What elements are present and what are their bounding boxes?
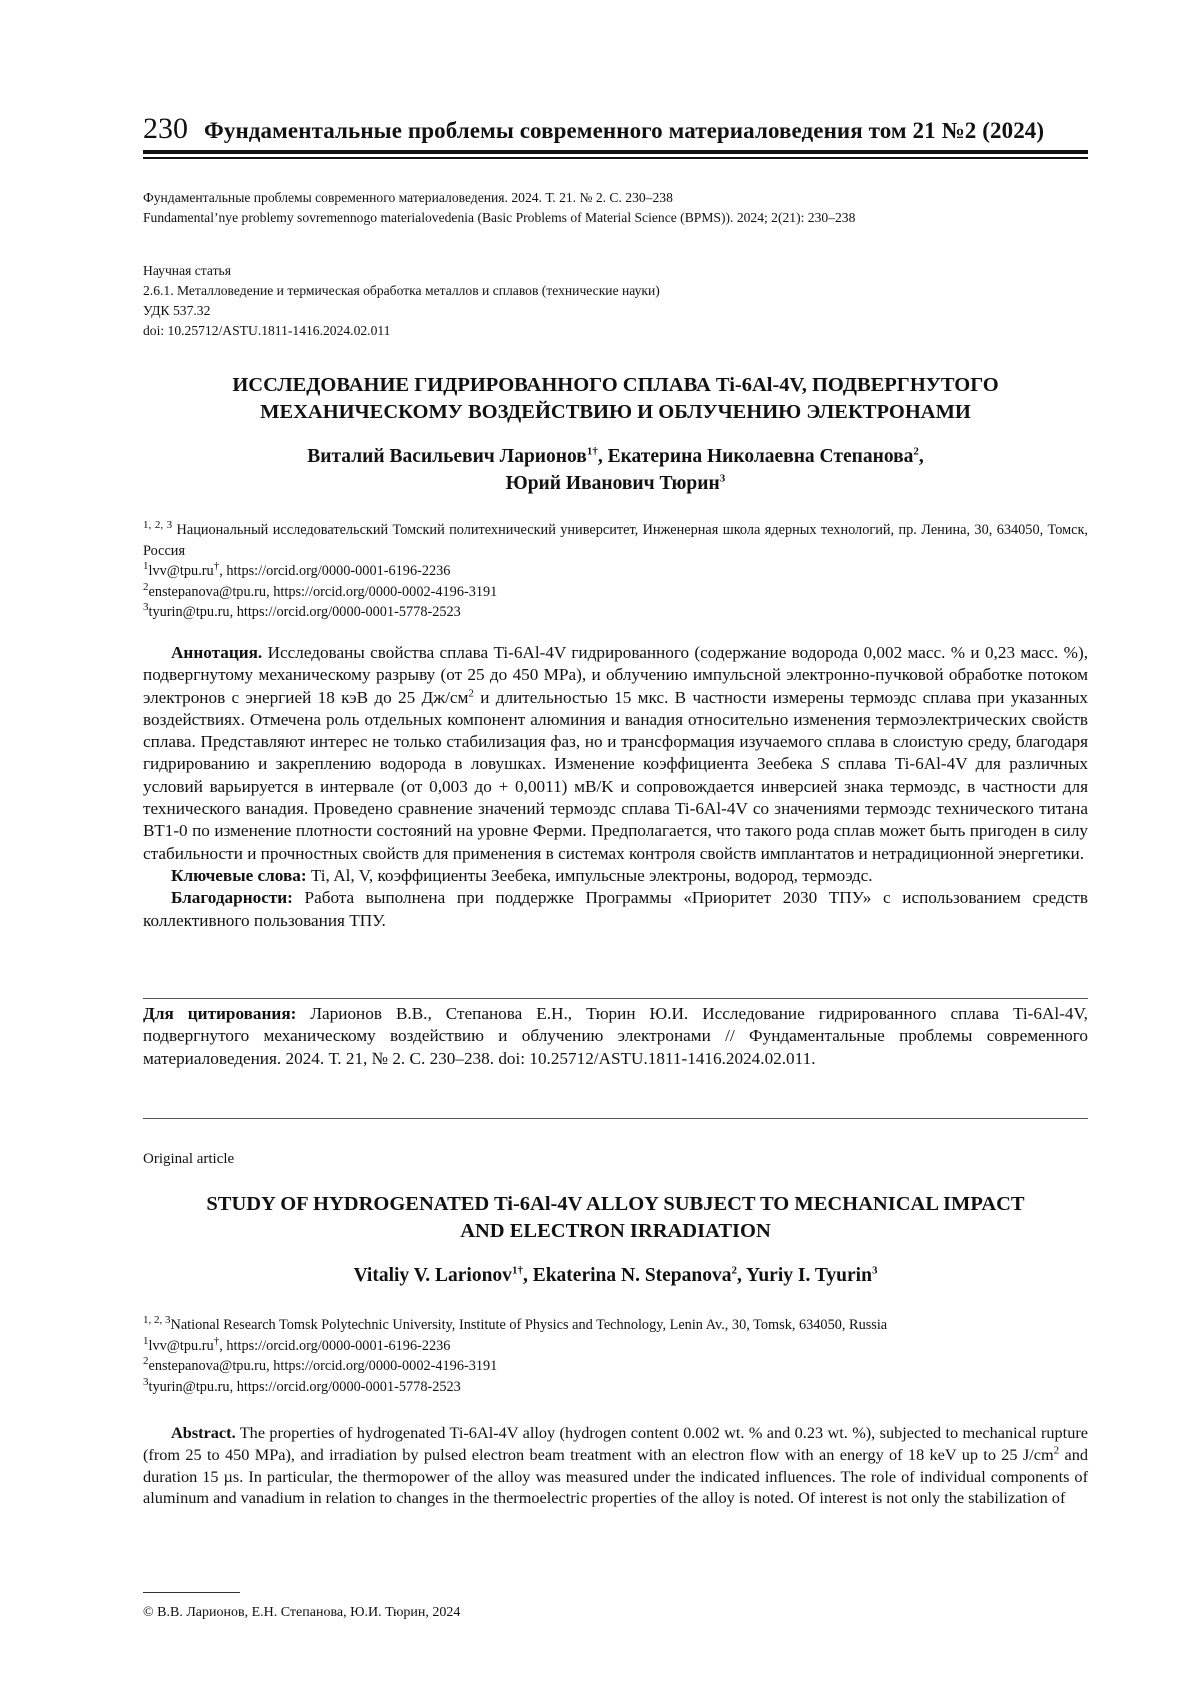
citation-en: Fundamental’nye problemy sovremennogo materialovedenia (Basic Problems of Material Science (BPMS)). 2024; 2(21): 230–238 [143,210,856,225]
page-number: 230 [143,112,188,145]
citation-rule-bottom [143,1118,1088,1119]
citation-lines [143,188,1088,228]
article-specialty: 2.6.1. Металловедение и термическая обработка металлов и сплавов (технические науки) [143,283,660,298]
authors-en: Vitaliy V. Larionov$^{1\dagger}$, Ekaterina N. Stepanova$^2$, Yuriy I. Tyurin$^3$ [353,1264,878,1286]
title-ru [143,372,1088,426]
title-en [143,1191,1088,1245]
author-ru-2: Екатерина Николаевна Степанова [607,446,914,467]
affiliation-ru-text: Национальный исследовательский Томский политехнический университет, Инженерная школа ядерных технологий, пр. Ленина, 30, 634050, Томск, Россия [143,522,1088,559]
article-udc: УДК 537.32 [143,303,211,318]
copyright-notice: © В.В. Ларионов, Е.Н. Степанова, Ю.И. Тюрин, 2024 [143,1605,461,1620]
footnote-rule [143,1592,240,1593]
header-rule-thin [143,157,1088,159]
article-type-en: Original article [143,1151,235,1167]
abstract-ru-paragraph: Аннотация. Исследованы свойства сплава Ti-6Al-4V гидрированного (содержание водорода 0,002 масс. % и 0,23 масс. %), подвергнутому механическому разрыву (от 25 до 450 MPa), и облучению импульсной электронно-пучковой обработке потоком электронов с энергией 18 кэВ до 25 $Дж/см^2$ и длительностью 15 мкс. В частности измерены термоэдс сплава при указанных воздействиях. Отмечена роль отдельных компонент алюминия и ванадия относительно изменения термоэлектрических свойств сплава. Представляют интерес не только стабилизация фаз, но и трансформация изучаемого сплава в слоистую среду, благодаря гидрированию и закреплению водорода в ловушках. Изменение коэффициента Зеебека S сплава Ti-6Al-4V для различных условий варьируется в интервале (от 0,003 до + 0,0011) мВ/K и сопровождается инверсией знака термоэдс, в частности для технического ванадия. Проведено сравнение значений термоэдс сплава Ti-6Al-4V со значениями термоэдс технического титана ВТ1-0 по изменение плотности состояний на уровне Ферми. Предполагается, что такого рода сплав может быть пригоден в силу стабильности и прочностных свойств для применения в системах контроля свойств имплантатов и нетрадиционной энергетики. [143,643,1088,863]
citation-rule-top [143,998,1088,999]
authors-ru: Виталий Васильевич Ларионов$^{1\dagger}$, Екатерина Николаевна Степанова$^2$, Юрий Иванович Тюрин$^3$ [307,445,924,494]
author-en-3: Yuriy I. Tyurin [746,1265,872,1286]
acknowledgements-ru: Благодарности: Работа выполнена при поддержке Программы «Приоритет 2030 ТПУ» с использованием средств коллективного пользования ТПУ. [143,888,1088,930]
contact-ru-2: $^2$enstepanova@tpu.ru, https://orcid.org/0000-0002-4196-3191 [143,580,498,600]
contact-ru-3: $^3$tyurin@tpu.ru, https://orcid.org/0000-0001-5778-2523 [143,601,461,620]
abstract-en-paragraph: Abstract. The properties of hydrogenated Ti-6Al-4V alloy (hydrogen content 0.002 wt. % and 0.23 wt. %), subjected to mechanical rupture (from 25 to 450 MPa), and irradiation by pulsed electron beam treatment with an electron flow with an energy of 18 keV up to 25 $J/cm^2$ and duration 15 µs. In particular, the thermopower of the alloy was measured under the indicated influences. The role of individual components of aluminum and vanadium in relation to changes in the thermoelectric properties of the alloy is noted. Of interest is not only the stabilization of [143,1423,1088,1508]
keywords-ru-label: Ключевые слова: [171,865,307,885]
keywords-ru: Ключевые слова: Ti, Al, V, коэффициенты Зеебека, импульсные электроны, водород, термоэдс. [171,865,873,885]
author-ru-3: Юрий Иванович Тюрин [505,473,720,494]
ack-ru-label: Благодарности: [171,888,293,908]
title-en-line2: AND ELECTRON IRRADIATION [460,1220,771,1242]
author-ru-1: Виталий Васильевич Ларионов [307,446,587,467]
how-to-cite-ru: Для цитирования: Ларионов В.В., Степанова Е.Н., Тюрин Ю.И. Исследование гидрированного сплава Ti-6Al-4V, подвергнутого механическому воздействию и облучению электронами // Фундаментальные проблемы современного материаловедения. 2024. Т. 21, № 2. С. 230–238. doi: 10.25712/ASTU.1811-1416.2024.02.011. [143,1004,1088,1068]
title-ru-line1: ИССЛЕДОВАНИЕ ГИДРИРОВАННОГО СПЛАВА Ti-6Al-4V, ПОДВЕРГНУТОГО [232,374,999,396]
title-en-line1: STUDY OF HYDROGENATED Ti-6Al-4V ALLOY SUBJECT TO MECHANICAL IMPACT [206,1193,1025,1215]
contact-en-3: $^3$tyurin@tpu.ru, https://orcid.org/0000-0001-5778-2523 [143,1375,461,1395]
contact-en-2: $^2$enstepanova@tpu.ru, https://orcid.org/0000-0002-4196-3191 [143,1355,498,1374]
abstract-en-label: Abstract. [171,1423,236,1442]
affiliation-ru-sup: 1, 2, 3 [143,519,173,532]
cite-ru-label: Для цитирования: [143,1004,297,1023]
contact-en-1: $^1$lvv@tpu.ru†, https://orcid.org/0000-0001-6196-2236 [143,1334,451,1354]
author-ru-1-sup: 1† [586,445,598,458]
author-ru-2-sup: 2 [913,445,919,458]
affiliation-en-sup: 1, 2, 3 [143,1314,171,1327]
author-ru-3-sup: 3 [719,472,726,485]
abstract-ru-label: Аннотация. [171,643,263,662]
affiliation-en-text: National Research Tomsk Polytechnic University, Institute of Physics and Technology, Lenin Av., 30, Tomsk, 634050, Russia [170,1317,888,1333]
title-ru-line2: МЕХАНИЧЕСКОМУ ВОЗДЕЙСТВИЮ И ОБЛУЧЕНИЮ ЭЛЕКТРОНАМИ [260,401,971,423]
author-en-1: Vitaliy V. Larionov [353,1265,512,1286]
article-doi: doi: 10.25712/ASTU.1811-1416.2024.02.011 [143,323,391,338]
affiliation-ru [143,520,1088,623]
header-rule-thick [143,150,1088,154]
running-header [143,112,1088,146]
article-meta [143,261,1088,341]
journal-title: Фундаментальные проблемы современного материаловедения том 21 №2 (2024) [204,118,1045,143]
affiliation-en [143,1315,1088,1397]
author-en-2: Ekaterina N. Stepanova [532,1265,732,1286]
abstract-ru [143,642,1088,932]
abstract-en [143,1422,1088,1509]
article-type: Научная статья [143,263,231,278]
contact-ru-1: $^1$lvv@tpu.ru†, https://orcid.org/0000-0001-6196-2236 [143,560,451,579]
citation-ru: Фундаментальные проблемы современного материаловедения. 2024. Т. 21. № 2. С. 230–238 [143,190,673,205]
